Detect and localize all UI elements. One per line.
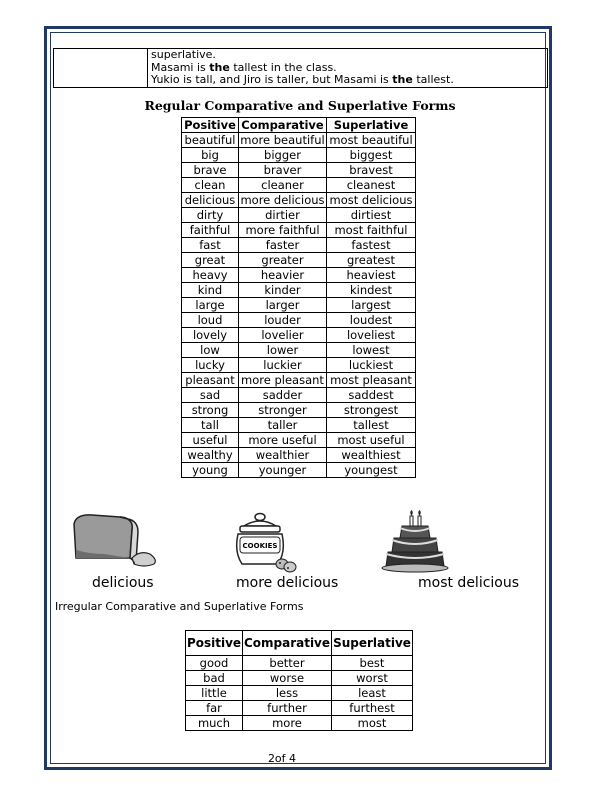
cell-comparative: stronger bbox=[239, 403, 327, 418]
cell-superlative: best bbox=[332, 656, 413, 671]
cell-comparative: more bbox=[243, 716, 332, 731]
cell-superlative: strongest bbox=[327, 403, 416, 418]
cell-comparative: kinder bbox=[239, 283, 327, 298]
header-superlative: Superlative bbox=[332, 631, 413, 656]
cell-comparative: taller bbox=[239, 418, 327, 433]
cell-positive: dirty bbox=[182, 208, 239, 223]
cell-superlative: worst bbox=[332, 671, 413, 686]
cell-positive: sad bbox=[182, 388, 239, 403]
example-line-2-start: Masami is bbox=[151, 60, 210, 74]
header-superlative: Superlative bbox=[327, 118, 416, 133]
cell-comparative: more pleasant bbox=[239, 373, 327, 388]
table-row bbox=[182, 253, 416, 268]
cell-superlative: most beautiful bbox=[327, 133, 416, 148]
cake-icon bbox=[380, 510, 450, 574]
cell-comparative: larger bbox=[239, 298, 327, 313]
cell-positive: clean bbox=[182, 178, 239, 193]
header-positive: Positive bbox=[186, 631, 243, 656]
table-row bbox=[182, 433, 416, 448]
example-box-left-cell bbox=[54, 49, 148, 88]
cell-positive: fast bbox=[182, 238, 239, 253]
cell-comparative: better bbox=[243, 656, 332, 671]
example-line-3-bold: the bbox=[392, 73, 413, 86]
cell-positive: useful bbox=[182, 433, 239, 448]
example-line-3-start: Yukio is tall, and Jiro is taller, but Masami is bbox=[151, 73, 393, 86]
cell-positive: young bbox=[182, 463, 239, 478]
cell-positive: low bbox=[182, 343, 239, 358]
table-row bbox=[182, 193, 416, 208]
table-row bbox=[182, 178, 416, 193]
cell-positive: far bbox=[186, 701, 243, 716]
table-row bbox=[182, 373, 416, 388]
cell-superlative: most pleasant bbox=[327, 373, 416, 388]
cell-comparative: greater bbox=[239, 253, 327, 268]
cell-comparative: heavier bbox=[239, 268, 327, 283]
table-row bbox=[182, 358, 416, 373]
cell-positive: strong bbox=[182, 403, 239, 418]
cell-positive: lovely bbox=[182, 328, 239, 343]
example-line-3-end: tallest. bbox=[412, 73, 454, 86]
cell-superlative: loveliest bbox=[327, 328, 416, 343]
cell-positive: large bbox=[182, 298, 239, 313]
cell-positive: pleasant bbox=[182, 373, 239, 388]
cell-superlative: loudest bbox=[327, 313, 416, 328]
table-row bbox=[182, 148, 416, 163]
cell-superlative: biggest bbox=[327, 148, 416, 163]
cell-positive: brave bbox=[182, 163, 239, 178]
cell-superlative: tallest bbox=[327, 418, 416, 433]
cell-superlative: lowest bbox=[327, 343, 416, 358]
cookie-jar-label: COOKIES bbox=[242, 542, 278, 550]
cell-superlative: most useful bbox=[327, 433, 416, 448]
regular-forms-heading: Regular Comparative and Superlative Forms bbox=[144, 98, 456, 113]
cell-comparative: less bbox=[243, 686, 332, 701]
cell-superlative: dirtiest bbox=[327, 208, 416, 223]
cell-comparative: lower bbox=[239, 343, 327, 358]
table-row bbox=[186, 716, 413, 731]
table-row bbox=[182, 313, 416, 328]
cell-superlative: least bbox=[332, 686, 413, 701]
cell-superlative: most faithful bbox=[327, 223, 416, 238]
cell-positive: loud bbox=[182, 313, 239, 328]
bread-icon bbox=[70, 510, 160, 568]
cell-superlative: greatest bbox=[327, 253, 416, 268]
irregular-header-row bbox=[186, 631, 413, 656]
table-row bbox=[182, 403, 416, 418]
cell-positive: tall bbox=[182, 418, 239, 433]
irregular-forms-table bbox=[185, 630, 413, 731]
cell-comparative: more delicious bbox=[240, 192, 325, 207]
irregular-forms-heading: Irregular Comparative and Superlative Forms bbox=[55, 600, 304, 613]
cell-positive: great bbox=[182, 253, 239, 268]
cell-superlative: most delicious bbox=[327, 193, 416, 208]
table-row bbox=[182, 283, 416, 298]
example-box-text-cell bbox=[148, 49, 548, 88]
table-row bbox=[182, 223, 416, 238]
table-row bbox=[182, 133, 416, 148]
cell-superlative: heaviest bbox=[327, 268, 416, 283]
regular-header-row bbox=[182, 118, 416, 133]
table-row bbox=[182, 163, 416, 178]
cell-comparative: lovelier bbox=[239, 328, 327, 343]
cell-comparative: younger bbox=[239, 463, 327, 478]
cell-superlative: kindest bbox=[327, 283, 416, 298]
cell-positive: delicious bbox=[182, 193, 239, 208]
cell-superlative: most bbox=[332, 716, 413, 731]
table-row bbox=[182, 238, 416, 253]
cell-comparative: louder bbox=[239, 313, 327, 328]
header-comparative: Comparative bbox=[243, 631, 332, 656]
cell-superlative: youngest bbox=[327, 463, 416, 478]
table-row bbox=[186, 686, 413, 701]
cell-comparative: bigger bbox=[239, 148, 327, 163]
table-row bbox=[182, 328, 416, 343]
cell-comparative: faster bbox=[239, 238, 327, 253]
cell-comparative: more faithful bbox=[239, 223, 327, 238]
table-row bbox=[186, 671, 413, 686]
cell-superlative: bravest bbox=[327, 163, 416, 178]
cell-superlative: luckiest bbox=[327, 358, 416, 373]
cell-superlative: furthest bbox=[332, 701, 413, 716]
cell-comparative: further bbox=[243, 701, 332, 716]
cookie-jar-icon bbox=[230, 512, 298, 574]
table-row bbox=[182, 463, 416, 478]
example-line-3 bbox=[151, 74, 544, 87]
table-row bbox=[182, 388, 416, 403]
caption-more-delicious: more delicious bbox=[236, 575, 339, 591]
cell-comparative: more beautiful bbox=[240, 133, 325, 147]
table-row bbox=[182, 343, 416, 358]
caption-delicious: delicious bbox=[92, 575, 154, 591]
cell-positive: kind bbox=[182, 283, 239, 298]
cell-comparative: luckier bbox=[239, 358, 327, 373]
regular-forms-table bbox=[181, 117, 416, 478]
cell-comparative: worse bbox=[243, 671, 332, 686]
cell-positive: heavy bbox=[182, 268, 239, 283]
cell-superlative: fastest bbox=[327, 238, 416, 253]
table-row bbox=[186, 656, 413, 671]
cell-positive: bad bbox=[186, 671, 243, 686]
cell-superlative: saddest bbox=[327, 388, 416, 403]
cell-positive: little bbox=[186, 686, 243, 701]
cell-positive: much bbox=[186, 716, 243, 731]
cell-positive: lucky bbox=[182, 358, 239, 373]
cell-positive: good bbox=[186, 656, 243, 671]
caption-most-delicious: most delicious bbox=[418, 575, 520, 591]
cell-comparative: braver bbox=[239, 163, 327, 178]
cell-superlative: wealthiest bbox=[327, 448, 416, 463]
cell-positive: big bbox=[182, 148, 239, 163]
table-row bbox=[182, 448, 416, 463]
example-line-2-bold: the bbox=[209, 60, 230, 74]
table-row bbox=[182, 298, 416, 313]
cell-superlative: cleanest bbox=[327, 178, 416, 193]
table-row bbox=[182, 208, 416, 223]
table-row bbox=[182, 268, 416, 283]
cell-positive: wealthy bbox=[182, 448, 239, 463]
page-number: 2of 4 bbox=[267, 752, 297, 765]
table-row bbox=[186, 701, 413, 716]
header-comparative: Comparative bbox=[239, 118, 327, 133]
example-box bbox=[53, 48, 548, 88]
table-row bbox=[182, 418, 416, 433]
example-line-1: superlative. bbox=[151, 48, 216, 61]
example-line-2-end: tallest in the class. bbox=[229, 60, 337, 74]
cell-positive: beautiful bbox=[182, 133, 239, 148]
cell-comparative: cleaner bbox=[239, 178, 327, 193]
cell-comparative: more useful bbox=[239, 433, 327, 448]
cell-superlative: largest bbox=[327, 298, 416, 313]
header-positive: Positive bbox=[182, 118, 239, 133]
cell-comparative: dirtier bbox=[239, 208, 327, 223]
cell-comparative: sadder bbox=[239, 388, 327, 403]
cell-comparative: wealthier bbox=[239, 448, 327, 463]
cell-positive: faithful bbox=[182, 223, 239, 238]
